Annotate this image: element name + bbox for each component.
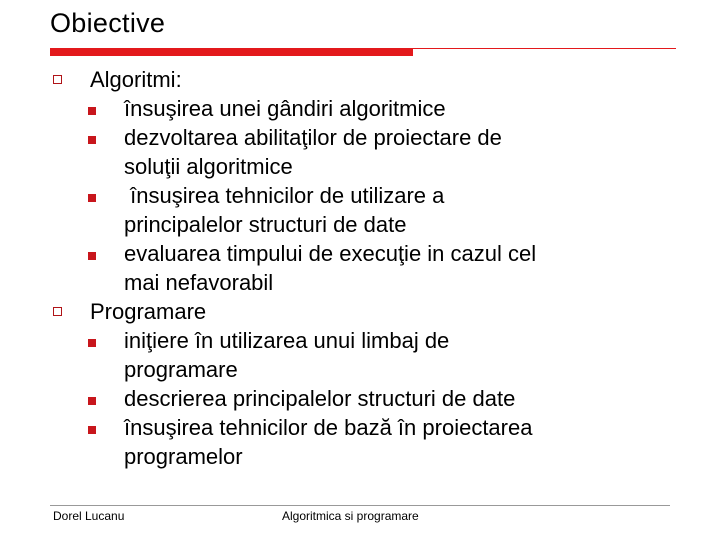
item-bullet-icon [88,426,96,434]
footer-divider [50,505,670,506]
slide-title: Obiective [50,8,166,38]
list-item-text: mai nefavorabil [124,270,274,295]
list-item-text: principalelor structuri de date [124,212,407,237]
item-bullet-icon [88,339,96,347]
list-item-text: evaluarea timpului de execuţie in cazul cel [124,241,537,266]
footer-course: Algoritmica si programare [282,509,419,523]
item-bullet-icon [88,252,96,260]
list-item-text: însuşirea tehnicilor de utilizare a [124,183,445,208]
list-item-text: programare [124,357,238,382]
list-item-text: iniţiere în utilizarea unui limbaj de [124,328,450,353]
list-item-text: însuşirea unei gândiri algoritmice [124,96,446,121]
item-bullet-icon [88,136,96,144]
section-bullet-icon [53,75,62,84]
section-bullet-icon [53,307,62,316]
list-item-text: dezvoltarea abilitaţilor de proiectare de [124,125,502,150]
section-heading: Programare [90,299,207,324]
item-bullet-icon [88,194,96,202]
list-item-text: însuşirea tehnicilor de bază în proiectarea [124,415,533,440]
item-bullet-icon [88,107,96,115]
list-item-text: programelor [124,444,243,469]
list-item-text: soluţii algoritmice [124,154,293,179]
list-item-text: descrierea principalelor structuri de date [124,386,516,411]
item-bullet-icon [88,397,96,405]
section-heading: Algoritmi: [90,67,182,92]
footer-author: Dorel Lucanu [53,509,125,523]
